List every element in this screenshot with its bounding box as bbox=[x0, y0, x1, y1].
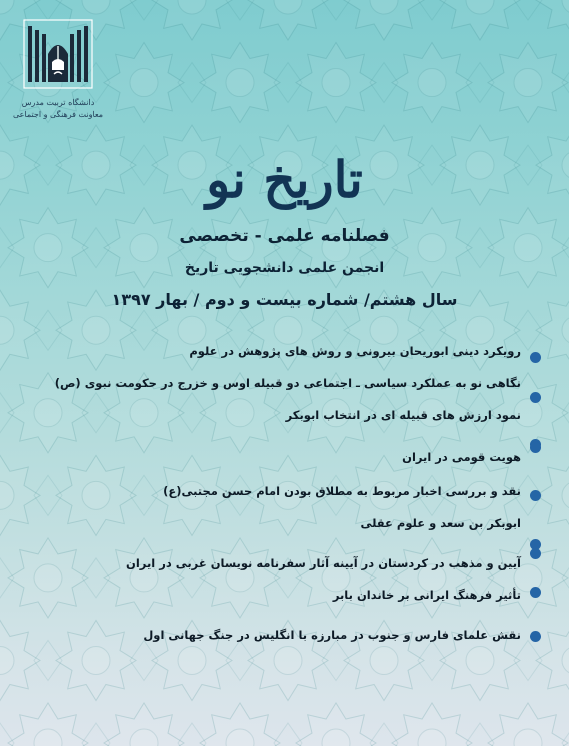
article-item[interactable] bbox=[163, 484, 541, 504]
article-title: تأثیر فرهنگ ایرانی بر خاندان بابر bbox=[332, 588, 521, 602]
article-item[interactable] bbox=[181, 450, 541, 470]
article-item[interactable] bbox=[181, 344, 541, 364]
journal-type: فصلنامه علمی - تخصصی bbox=[179, 226, 390, 246]
article-item[interactable] bbox=[181, 588, 541, 608]
bullet-icon bbox=[530, 490, 541, 501]
article-title: ابوبکر بن سعد و علوم عقلی bbox=[360, 516, 521, 530]
bullet-icon bbox=[530, 392, 541, 403]
article-title: نمود ارزش های قبیله ای در انتخاب ابوبکر bbox=[285, 408, 521, 422]
article-item[interactable] bbox=[126, 556, 541, 576]
article-title: نقش علمای فارس و جنوب در مبارزه با انگلیس در جنگ جهانی اول bbox=[143, 628, 521, 642]
article-item[interactable] bbox=[181, 408, 541, 428]
bullet-icon bbox=[530, 587, 541, 598]
university-emblem-icon bbox=[22, 18, 94, 98]
article-item[interactable] bbox=[181, 516, 541, 536]
article-title: نقد و بررسی اخبار مربوط به مطلاق بودن امام حسن مجتبی(ع) bbox=[163, 484, 521, 498]
bullet-icon bbox=[530, 442, 541, 453]
logo-university-name: دانشگاه تربیت مدرس bbox=[21, 98, 95, 107]
article-title: هویت قومی در ایران bbox=[402, 450, 521, 464]
article-item[interactable] bbox=[143, 628, 541, 648]
logo-department-name: معاونت فرهنگی و اجتماعی bbox=[12, 110, 104, 119]
journal-society: انجمن علمی دانشجویی تاریخ bbox=[184, 260, 385, 276]
article-title: رویکرد دینی ابوریحان بیرونی و روش های پژوهش در علوم bbox=[189, 344, 521, 358]
article-title: نگاهی نو به عملکرد سیاسی ـ اجتماعی دو قبیله اوس و خزرج در حکومت نبوی (ص) bbox=[54, 376, 521, 390]
article-title: آیین و مذهب در کردستان در آیینه آثار سفرنامه نویسان غربی در ایران bbox=[126, 556, 521, 570]
journal-issue: سال هشتم/ شماره بیست و دوم / بهار ۱۳۹۷ bbox=[111, 290, 458, 309]
bullet-icon bbox=[530, 631, 541, 642]
journal-title: تاریخ نو bbox=[206, 150, 363, 209]
article-item[interactable] bbox=[54, 376, 541, 396]
university-logo bbox=[12, 18, 104, 122]
bullet-icon bbox=[530, 352, 541, 363]
bullet-icon bbox=[530, 548, 541, 559]
